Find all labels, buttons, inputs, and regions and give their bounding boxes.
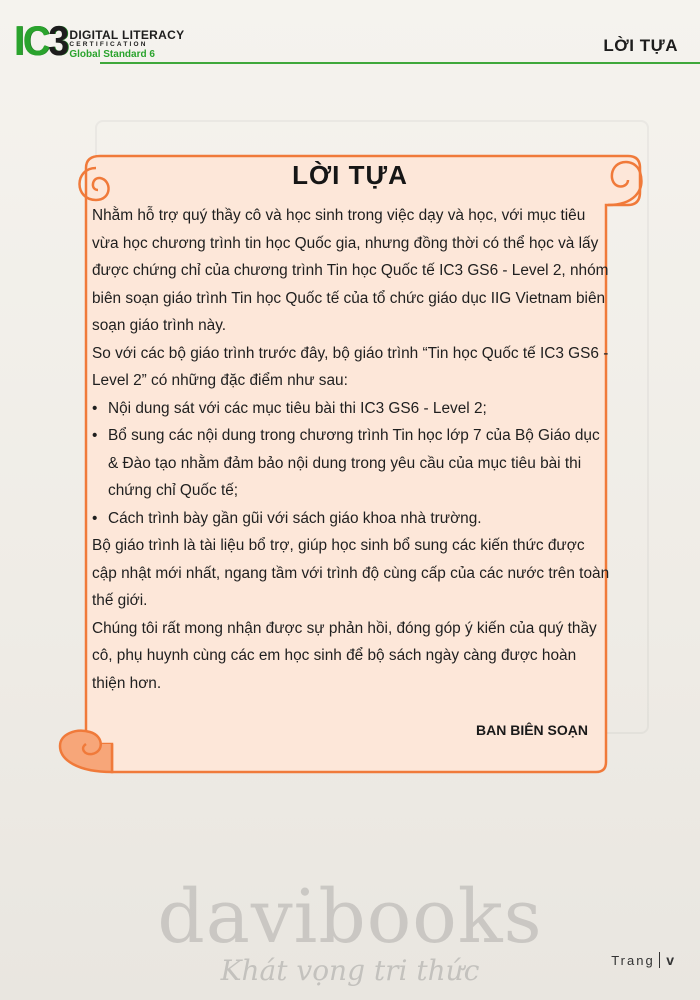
preface-body <box>92 202 612 697</box>
list-item <box>92 505 612 533</box>
signature: BAN BIÊN SOẠN <box>475 722 588 738</box>
bullet-marker: • <box>92 509 98 527</box>
page-number-value: v <box>666 952 674 968</box>
paragraph-feedback: Chúng tôi rất mong nhận được sự phản hồi, đóng góp ý kiến của quý thầy cô, phụ huynh cùng các em học sinh để bộ sách ngày càng được hoàn thiện hơn. <box>92 619 597 692</box>
page-number <box>611 952 674 968</box>
paragraph-supplement: Bộ giáo trình là tài liệu bổ trợ, giúp học sinh bổ sung các kiến thức được cập nhật mới nhất, ngang tầm với trình độ cùng cấp của các nước trên toàn thế giới. <box>92 537 610 609</box>
logo-mark: IC3 <box>14 17 68 64</box>
list-item <box>92 395 612 423</box>
bullet-text: Bổ sung các nội dung trong chương trình Tin học lớp 7 của Bộ Giáo dục & Đào tạo nhằm đảm bảo nội dung trong yêu cầu của mục tiêu bài thi chứng chỉ Quốc tế; <box>108 427 600 499</box>
page-separator <box>659 952 661 968</box>
logo-line-3: Global Standard 6 <box>69 49 155 60</box>
preface-title: LỜI TỰA <box>292 160 408 190</box>
header-section-title: LỜI TỰA <box>603 36 678 55</box>
paragraph-compare: So với các bộ giáo trình trước đây, bộ giáo trình “Tin học Quốc tế IC3 GS6 - Level 2” có những đặc điểm như sau: <box>92 344 609 389</box>
watermark-tagline: Khát vọng tri thức <box>220 954 480 987</box>
bullet-text: Nội dung sát với các mục tiêu bài thi IC3 GS6 - Level 2; <box>108 399 487 417</box>
bullet-text: Cách trình bày gần gũi với sách giáo khoa nhà trường. <box>108 509 482 527</box>
paragraph-intro: Nhằm hỗ trợ quý thầy cô và học sinh trong việc dạy và học, với mục tiêu vừa học chương trình tin học Quốc gia, nhưng đồng thời có thể học và lấy được chứng chỉ của chương trình Tin học Quốc tế IC3 GS6 - Level 2, nhóm biên soạn giáo trình Tin học Quốc tế của tổ chức giáo dục IIG Vietnam biên soạn giáo trình này. <box>92 207 609 334</box>
logo-line-1: DIGITAL LITERACY <box>69 27 185 42</box>
list-item <box>92 422 612 505</box>
bullet-marker: • <box>92 399 98 417</box>
logo-line-2: CERTIFICATION <box>69 40 148 48</box>
page-label: Trang <box>611 952 655 968</box>
bullet-marker: • <box>92 427 98 444</box>
watermark-text: davibooks <box>157 874 543 960</box>
